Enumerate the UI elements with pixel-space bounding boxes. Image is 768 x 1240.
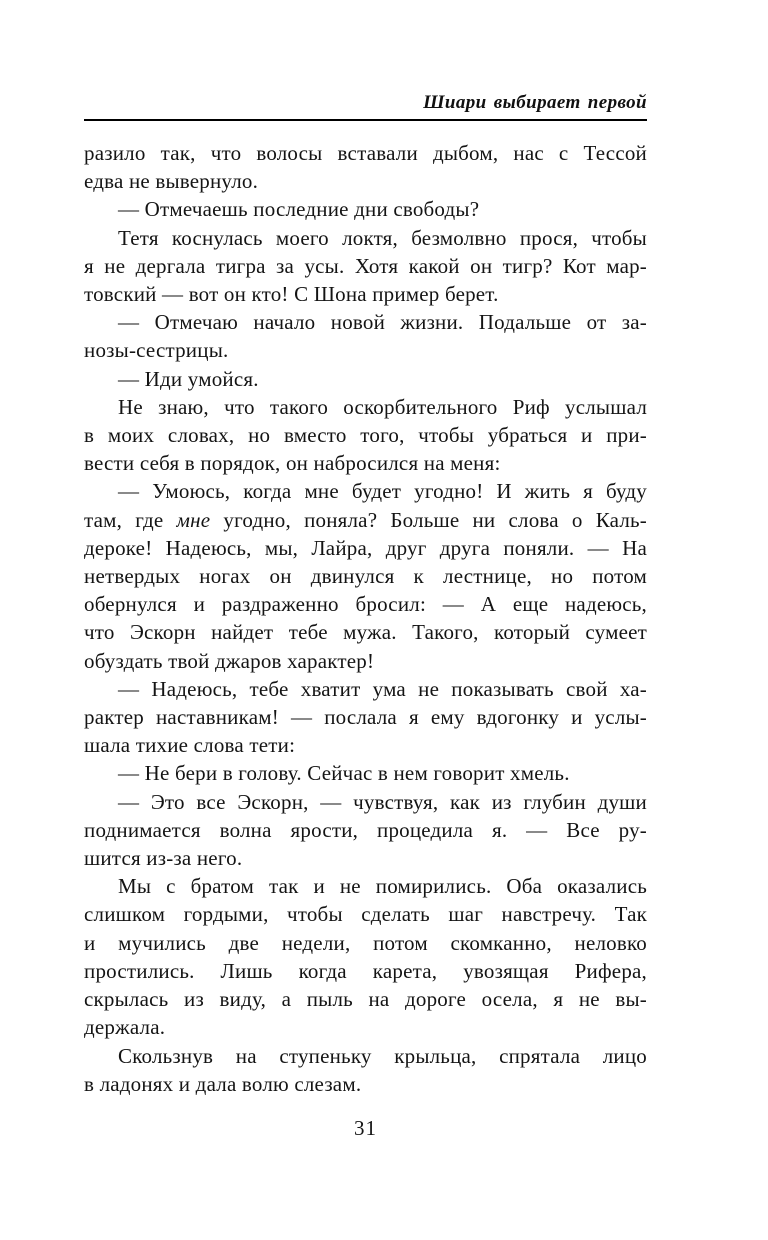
text-line: скрылась из виду, а пыль на дороге осела, я не вы- (84, 987, 647, 1012)
text-line: дероке! Надеюсь, мы, Лайра, друг друга поняли. — На (84, 535, 647, 560)
text-line: обуздать твой джаров характер! (84, 648, 375, 673)
text-line: обернулся и раздраженно бросил: — А еще надеюсь, (84, 592, 647, 617)
text-line: Скользнув на ступеньку крыльца, спрятала лицо (118, 1043, 647, 1068)
text-line: рактер наставникам! — послала я ему вдогонку и услы- (84, 705, 647, 730)
text-line: едва не вывернуло. (84, 169, 259, 194)
text-line: шала тихие слова тети: (84, 733, 296, 758)
text-line: Мы с братом так и не помирились. Оба оказались (118, 874, 647, 899)
text-line: вести себя в порядок, он набросился на меня: (84, 451, 501, 476)
text-line: — Иди умойся. (118, 366, 259, 391)
paragraph (84, 224, 647, 309)
text-line: Тетя коснулась моего локтя, безмолвно прося, чтобы (118, 225, 647, 250)
text-line: нетвердых ногах он двинулся к лестнице, но потом (84, 564, 647, 589)
text-line: в моих словах, но вместо того, чтобы убраться и при- (84, 423, 647, 448)
paragraph (84, 675, 647, 760)
text-line: там, где мне угодно, поняла? Больше ни слова о Каль- (84, 507, 647, 532)
paragraph (84, 393, 647, 478)
paragraph (84, 477, 647, 674)
text-line: — Умоюсь, когда мне будет угодно! И жить я буду (118, 479, 647, 504)
paragraph (84, 1042, 647, 1098)
text-line: разило так, что волосы вставали дыбом, нас с Тессой (84, 141, 647, 165)
text-line: поднимается волна ярости, процедила я. — Все ру- (84, 817, 647, 842)
text-line: в ладонях и дала волю слезам. (84, 1071, 362, 1096)
text-line: и мучились две недели, потом скомканно, неловко (84, 930, 647, 955)
paragraph (84, 308, 647, 364)
paragraph (84, 788, 647, 873)
paragraph (84, 365, 647, 393)
text-line: — Это все Эскорн, — чувствуя, как из глубин души (118, 789, 647, 814)
text-line: — Отмечаю начало новой жизни. Подальше от за- (118, 310, 647, 335)
text-body (84, 139, 647, 1098)
text-line: простились. Лишь когда карета, увозящая Рифера, (84, 958, 647, 983)
text-line: — Отмечаешь последние дни свободы? (118, 197, 480, 222)
text-line: товский — вот он кто! С Шона пример берет. (84, 282, 499, 307)
header-rule (84, 119, 647, 121)
text-line: шится из-за него. (84, 846, 243, 871)
text-line: — Не бери в голову. Сейчас в нем говорит хмель. (118, 761, 570, 786)
running-header (84, 92, 647, 114)
paragraph (84, 759, 647, 787)
paragraph (84, 195, 647, 223)
paragraph (84, 139, 647, 195)
text-line: что Эскорн найдет тебе мужа. Такого, который сумеет (84, 620, 647, 645)
page-number: 31 (354, 1115, 377, 1140)
italic-word: мне (176, 507, 211, 532)
text-line: нозы-сестрицы. (84, 338, 229, 363)
paragraph (84, 872, 647, 1041)
text-line: держала. (84, 1015, 166, 1040)
chapter-title: Шиари выбирает первой (423, 92, 647, 113)
text-line: слишком гордыми, чтобы сделать шаг навстречу. Так (84, 902, 647, 927)
text-line: я не дергала тигра за усы. Хотя какой он тигр? Кот мар- (84, 253, 647, 278)
text-column (84, 92, 647, 1141)
text-line: Не знаю, что такого оскорбительного Риф услышал (118, 394, 647, 419)
text-line: — Надеюсь, тебе хватит ума не показывать свой ха- (118, 676, 647, 701)
